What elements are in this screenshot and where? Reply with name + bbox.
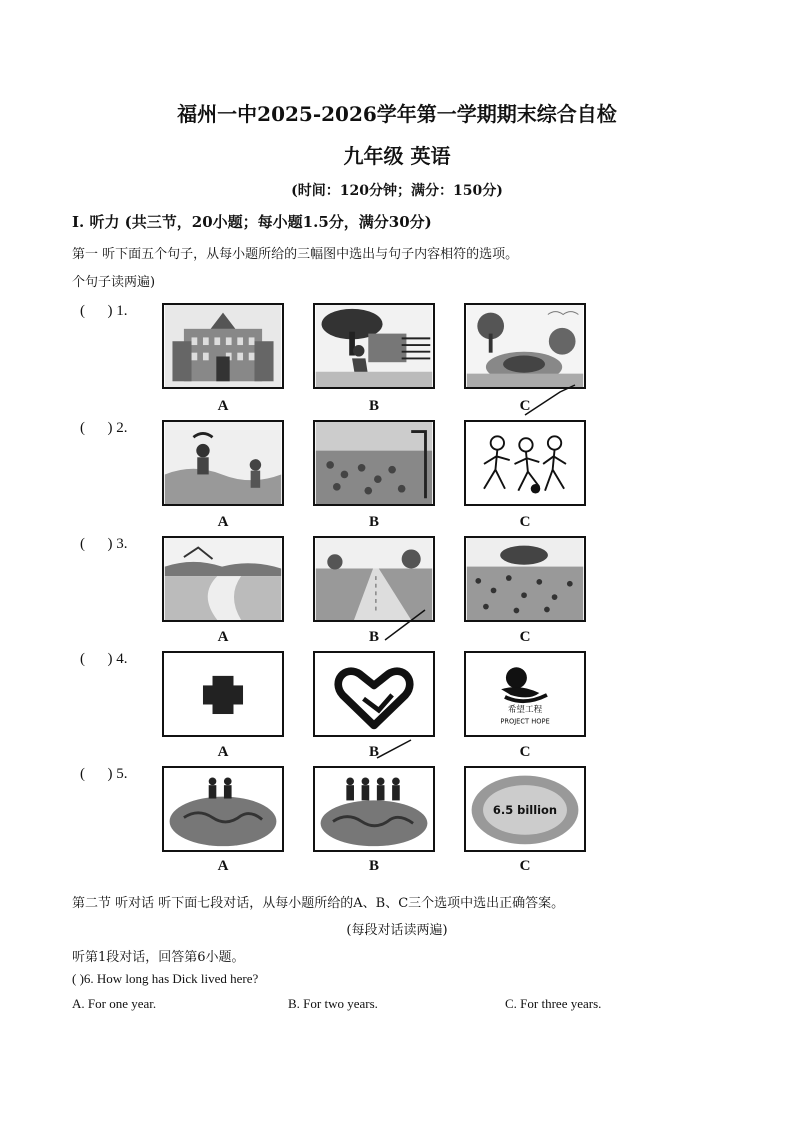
flower-garden-image	[466, 538, 584, 620]
q6-option-c: C. For three years.	[505, 996, 602, 1011]
section2-heading: 第二节 听对话 听下面七段对话，从每小题所给的A、B、C三个选项中选出正确答案。	[72, 896, 565, 911]
park-scene-image	[466, 305, 584, 387]
section1-instruction-cont: 个句子读两遍)	[72, 275, 156, 290]
q4-picture-c[interactable]	[464, 651, 586, 737]
q5-picture-c[interactable]	[464, 766, 586, 852]
q1-picture-b[interactable]	[313, 303, 435, 389]
earth-four-people-image	[315, 768, 433, 850]
q1-picture-c[interactable]	[464, 303, 586, 389]
question-4-label: ( ) 4.	[80, 651, 128, 667]
tree-house-boy-image	[315, 305, 433, 387]
q4-option-c: C	[519, 744, 531, 760]
q4-option-a: A	[217, 744, 229, 760]
q3-picture-c[interactable]	[464, 536, 586, 622]
road-landscape-image	[315, 538, 433, 620]
q2-picture-a[interactable]	[162, 420, 284, 506]
crowd-slide-image	[315, 422, 433, 504]
q3-option-a: A	[217, 629, 229, 645]
river-landscape-image	[164, 538, 282, 620]
question-6: ( )6. How long has Dick lived here?	[72, 971, 259, 986]
q2-picture-c[interactable]	[464, 420, 586, 506]
q5-option-b: B	[368, 858, 379, 874]
q3-option-c: C	[519, 629, 531, 645]
q3-picture-b[interactable]	[313, 536, 435, 622]
time-score-info: (时间：120分钟；满分：150分)	[291, 183, 503, 199]
q6-option-a: A. For one year.	[72, 996, 157, 1011]
question-2-label: ( ) 2.	[80, 420, 128, 436]
q4-option-b: B	[368, 744, 379, 760]
q6-option-b: B. For two years.	[288, 996, 378, 1011]
question-1-label: ( ) 1.	[80, 303, 128, 319]
q5-picture-a[interactable]	[162, 766, 284, 852]
q5-picture-b[interactable]	[313, 766, 435, 852]
q1-option-a: A	[217, 398, 229, 414]
question-3-label: ( ) 3.	[80, 536, 128, 552]
q3-picture-a[interactable]	[162, 536, 284, 622]
earth-billion-image	[466, 768, 584, 850]
red-cross-icon	[164, 653, 282, 735]
q5-option-c: C	[519, 858, 531, 874]
q2-option-a: A	[217, 514, 229, 530]
q2-option-b: B	[368, 514, 379, 530]
q2-option-c: C	[519, 514, 531, 530]
building-image	[164, 305, 282, 387]
section1-heading: Ⅰ. 听力 (共三节，20小题；每小题1.5分，满分30分)	[72, 213, 432, 231]
billion-text: 6.5 billion	[492, 802, 558, 817]
earth-two-people-image	[164, 768, 282, 850]
project-hope-text: PROJECT HOPE	[500, 717, 550, 726]
exam-title: 福州一中2025-2026学年第一学期期末综合自检	[177, 102, 617, 126]
project-hope-logo-icon	[466, 653, 584, 735]
q4-picture-a[interactable]	[162, 651, 284, 737]
q2-picture-b[interactable]	[313, 420, 435, 506]
beach-kids-image	[164, 422, 282, 504]
q1-picture-a[interactable]	[162, 303, 284, 389]
heart-hand-icon	[315, 653, 433, 735]
passage1-instruction: 听第1段对话，回答第6小题。	[72, 950, 245, 965]
q3-option-b: B	[368, 629, 379, 645]
q1-option-b: B	[368, 398, 379, 414]
exam-subtitle: 九年级 英语	[343, 144, 451, 168]
svg-text:希望工程: 希望工程	[507, 705, 543, 716]
boys-playing-football-image	[466, 422, 584, 504]
section2-note: (每段对话读两遍)	[346, 923, 448, 938]
q4-picture-b[interactable]	[313, 651, 435, 737]
section1-instruction: 第一 听下面五个句子，从每小题所给的三幅图中选出与句子内容相符的选项。	[72, 247, 519, 262]
q1-option-c: C	[519, 398, 531, 414]
question-5-label: ( ) 5.	[80, 766, 128, 782]
q5-option-a: A	[217, 858, 229, 874]
